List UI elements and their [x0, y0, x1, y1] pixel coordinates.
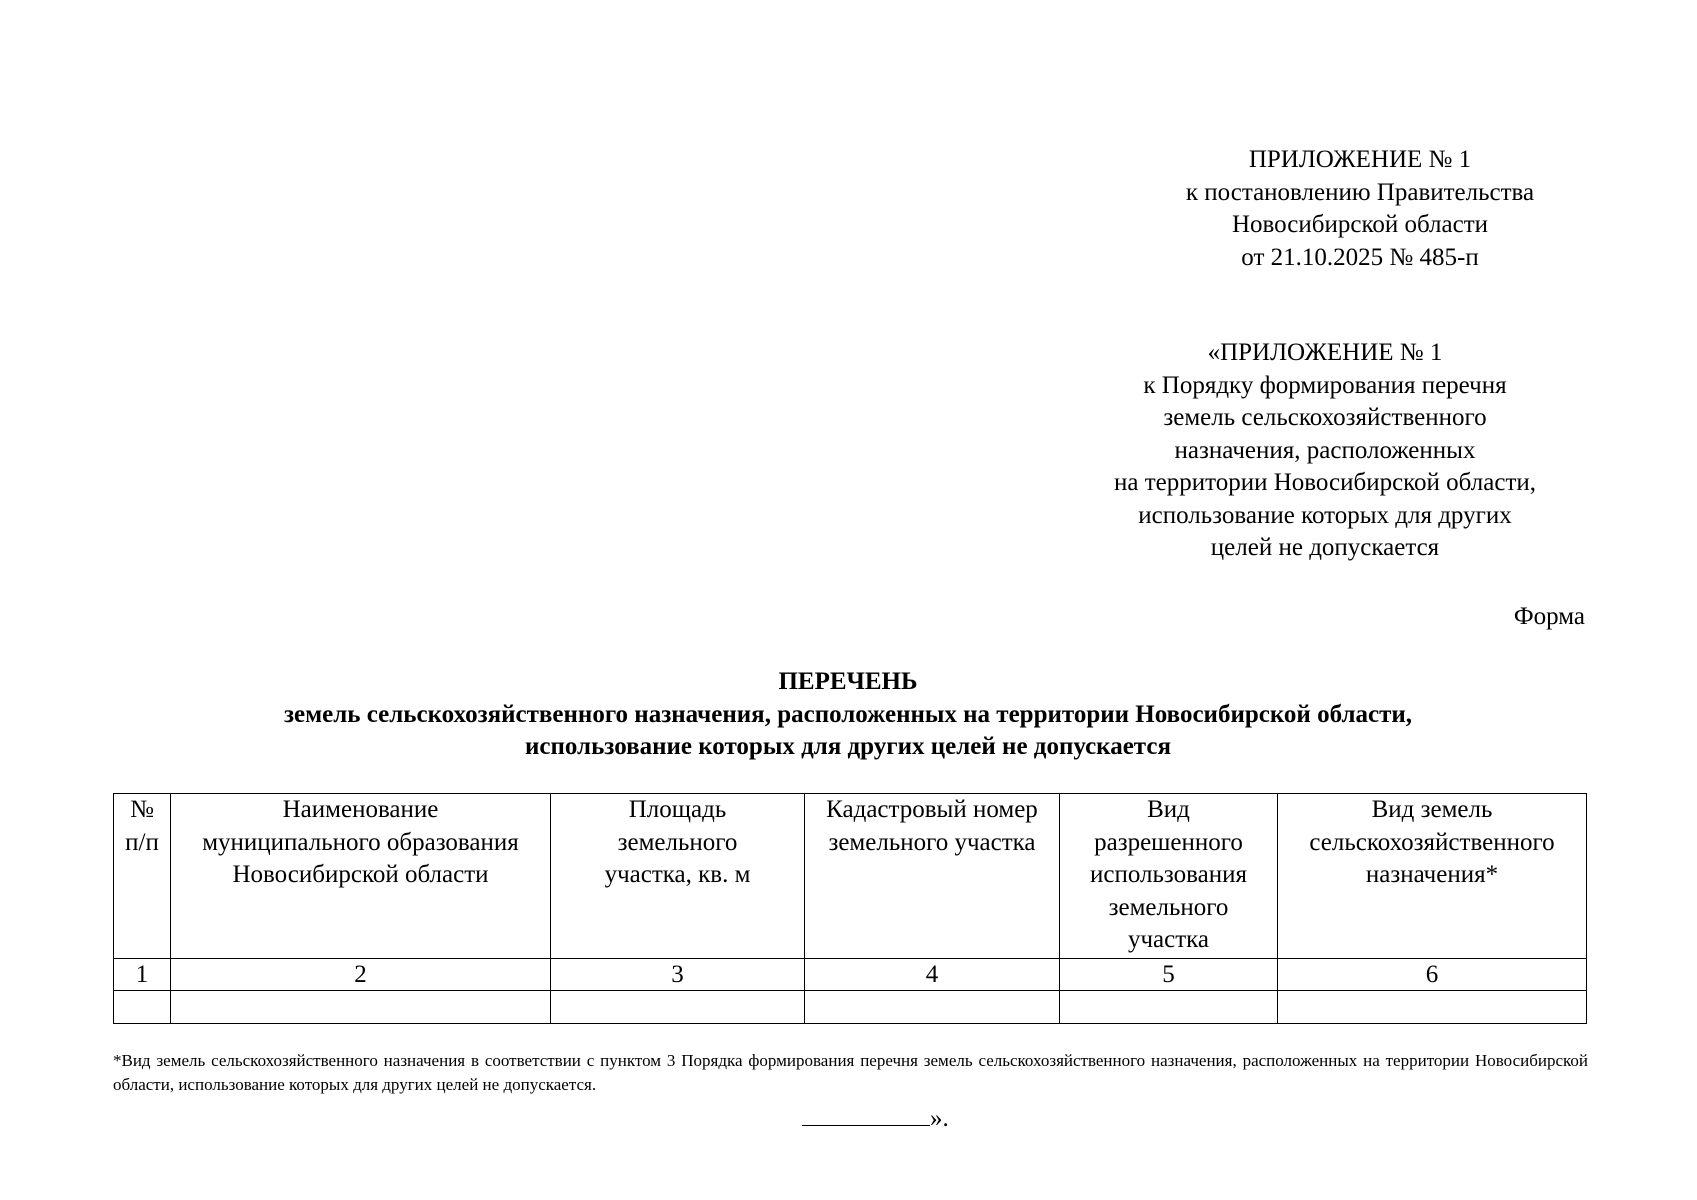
column-number-cell: 6 [1278, 959, 1587, 991]
quoted-appendix-line: к Порядку формирования перечня [1143, 371, 1507, 399]
column-number-cell: 2 [171, 959, 551, 991]
appendix-heading [1100, 144, 1620, 274]
table-header-row [114, 794, 1587, 959]
title-line: земель сельскохозяйственного назначения, расположенных на территории Новосибирской области, [283, 700, 1413, 728]
empty-cell [551, 991, 805, 1024]
appendix-heading-line: ПРИЛОЖЕНИЕ № 1 [1248, 146, 1472, 173]
appendix-heading-line: от 21.10.2025 № 485-п [1241, 243, 1479, 271]
quoted-appendix-line: земель сельскохозяйственного [1163, 404, 1487, 431]
quoted-appendix-heading [1075, 337, 1575, 565]
land-list-table [113, 793, 1587, 1024]
footnote: *Вид земель сельскохозяйственного назначения в соответствии с пунктом 3 Порядка формирования перечня земель сельскохозяйственного назначения, расположенных на территории Новосибирской области, использование которых для других целей не допускается. [113, 1051, 1588, 1094]
title-line: использование которых для других целей не допускается [524, 733, 1172, 760]
header-cell-land-type: Вид земель сельскохозяйственного назначения* [1278, 794, 1587, 959]
column-number-cell: 4 [805, 959, 1060, 991]
empty-cell [114, 991, 171, 1024]
header-cell-area: Площадь земельного участка, кв. м [551, 794, 805, 959]
blank-underline [802, 1101, 930, 1126]
closing-quote-mark: ». [930, 1105, 949, 1132]
column-number-cell: 1 [114, 959, 171, 991]
empty-cell [171, 991, 551, 1024]
header-cell-cadastral-number: Кадастровый номер земельного участка [805, 794, 1060, 959]
column-number-cell: 3 [551, 959, 805, 991]
document-title [112, 666, 1584, 764]
form-label: Форма [1513, 603, 1585, 630]
empty-cell [1278, 991, 1587, 1024]
quoted-appendix-line: назначения, расположенных [1174, 436, 1476, 464]
quoted-appendix-line: использование которых для других [1138, 501, 1512, 529]
column-number-row [114, 959, 1587, 991]
title-heading: ПЕРЕЧЕНЬ [778, 668, 918, 695]
quoted-appendix-line: на территории Новосибирской области, [1113, 469, 1537, 496]
quoted-appendix-line: целей не допускается [1210, 534, 1440, 561]
appendix-heading-line: Новосибирской области [1231, 211, 1489, 238]
column-number-cell: 5 [1060, 959, 1278, 991]
header-cell-number: № п/п [114, 794, 171, 959]
header-cell-municipality: Наименование муниципального образования Новосибирской области [171, 794, 551, 959]
appendix-heading-line: к постановлению Правительства [1185, 178, 1535, 206]
empty-cell [805, 991, 1060, 1024]
quoted-appendix-line: «ПРИЛОЖЕНИЕ № 1 [1207, 339, 1443, 366]
empty-table-row [114, 991, 1587, 1024]
header-cell-permitted-use: Вид разрешенного использования земельного участка [1060, 794, 1278, 959]
empty-cell [1060, 991, 1278, 1024]
closing-mark-line [802, 1101, 949, 1135]
